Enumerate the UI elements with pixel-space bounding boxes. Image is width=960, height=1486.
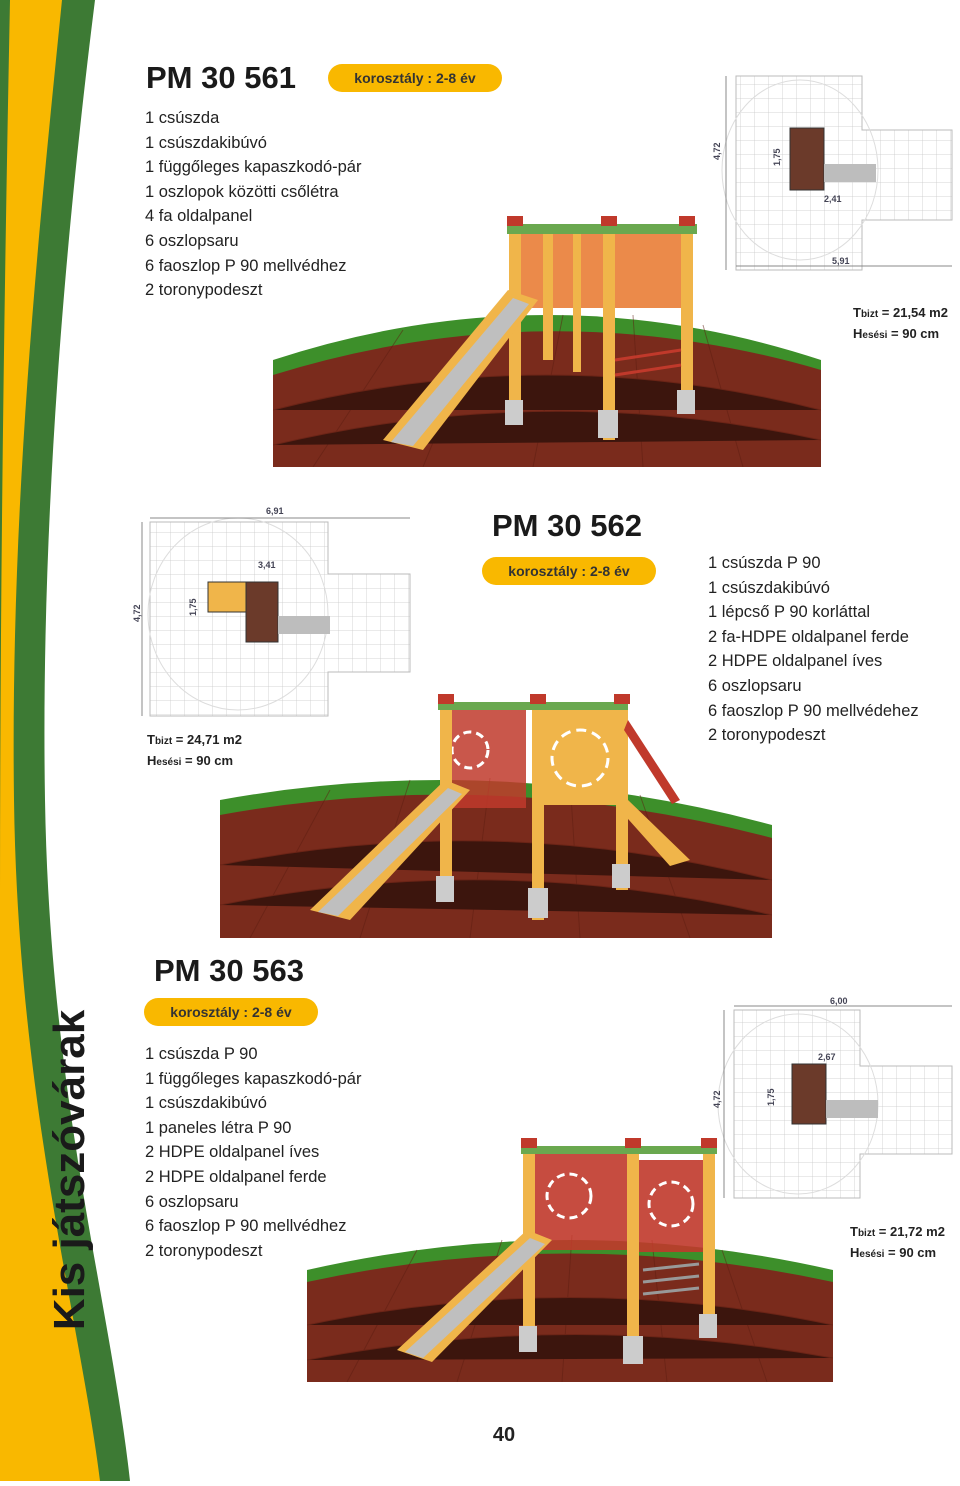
plan-width-label: 6,00 <box>830 996 848 1006</box>
list-item: 1 csúszda P 90 <box>145 1045 258 1063</box>
list-item: 2 HDPE oldalpanel ferde <box>145 1167 327 1186</box>
product-2-title: PM 30 562 <box>492 508 642 543</box>
plan-tower-label: 1,75 <box>772 148 782 166</box>
page-number: 40 <box>492 1424 516 1446</box>
product-1-title: PM 30 561 <box>146 60 296 95</box>
list-item: 2 toronypodeszt <box>145 281 263 300</box>
product-1-illustration <box>273 210 821 467</box>
plan-offset-label: 2,67 <box>818 1052 836 1062</box>
list-item: 6 faoszlop P 90 mellvédhez <box>145 1217 347 1236</box>
product-1-age-badge: korosztály : 2-8 év <box>328 64 502 92</box>
list-item: 6 faoszlop P 90 mellvédhez <box>145 256 347 275</box>
product-3-illustration <box>307 1130 833 1382</box>
plan-depth-label: 4,72 <box>712 142 722 160</box>
list-item: 4 fa oldalpanel <box>145 207 253 226</box>
plan-offset-label: 2,41 <box>824 194 842 204</box>
list-item: 1 csúszda P 90 <box>708 554 821 572</box>
list-item: 1 lépcső P 90 korláttal <box>708 603 871 622</box>
list-item: 6 oszlopsaru <box>145 1192 239 1211</box>
product-1-stats: Tbizt = 21,54 m2 Hesési = 90 cm <box>853 305 948 341</box>
plan-tower-label: 1,75 <box>188 598 198 616</box>
plan-width-label: 5,91 <box>832 256 850 266</box>
sidebar-title: Kis játszóvárak <box>45 1009 94 1331</box>
list-item: 1 függőleges kapaszkodó-pár <box>145 158 362 177</box>
list-item: 1 csúszdakibúvó <box>145 133 267 152</box>
plan-depth-label: 4,72 <box>132 604 142 622</box>
plan-depth-label: 4,72 <box>712 1090 722 1108</box>
list-item: 2 HDPE oldalpanel íves <box>145 1143 320 1162</box>
list-item: 1 oszlopok közötti csőlétra <box>145 182 339 201</box>
plan-tower-label: 1,75 <box>766 1088 776 1106</box>
list-item: 6 oszlopsaru <box>708 676 802 695</box>
product-3-stats: Tbizt = 21,72 m2 Hesési = 90 cm <box>850 1224 945 1260</box>
product-2-age-badge: korosztály : 2-8 év <box>482 557 656 585</box>
list-item: 6 oszlopsaru <box>145 231 239 250</box>
list-item: 2 fa-HDPE oldalpanel ferde <box>708 627 909 646</box>
product-2-stats: Tbizt = 24,71 m2 Hesési = 90 cm <box>147 732 242 768</box>
plan-width-label: 6,91 <box>266 506 284 516</box>
list-item: 1 csúszdakibúvó <box>708 578 830 597</box>
product-2-illustration <box>220 680 772 938</box>
product-3-age-badge: korosztály : 2-8 év <box>144 998 318 1026</box>
list-item: 6 faoszlop P 90 mellvédehez <box>708 701 919 720</box>
list-item: 1 csúszda <box>145 109 220 127</box>
product-3-title: PM 30 563 <box>154 953 304 988</box>
list-item: 2 HDPE oldalpanel íves <box>708 652 883 671</box>
list-item: 2 toronypodeszt <box>708 726 826 745</box>
sidebar-band <box>0 0 130 1481</box>
plan-offset-label: 3,41 <box>258 560 276 570</box>
list-item: 1 csúszdakibúvó <box>145 1094 267 1113</box>
list-item: 1 paneles létra P 90 <box>145 1118 292 1137</box>
list-item: 2 toronypodeszt <box>145 1241 263 1260</box>
list-item: 1 függőleges kapaszkodó-pár <box>145 1069 362 1088</box>
